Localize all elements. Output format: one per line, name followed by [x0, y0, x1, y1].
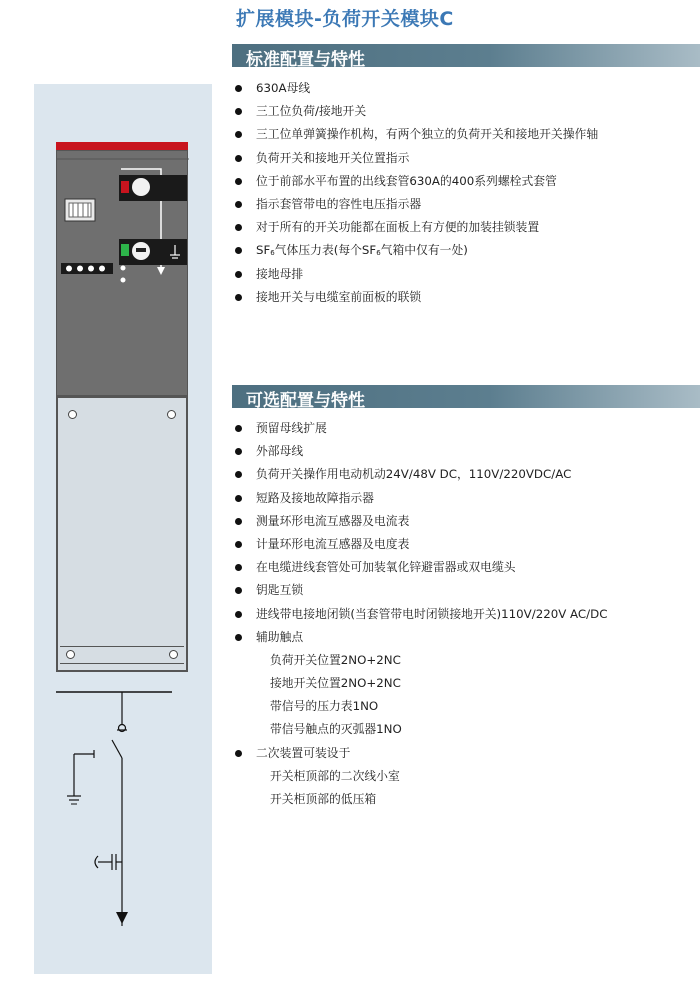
- single-line-diagram: [56, 686, 186, 952]
- feature-text: 钥匙互锁: [256, 583, 304, 598]
- standard-feature-item: [234, 193, 598, 216]
- optional-feature-item: [234, 742, 607, 765]
- cabinet-operating-panel: [56, 150, 188, 396]
- optional-sub-item: [234, 649, 607, 672]
- cabinet-top-red-strip: [56, 142, 188, 150]
- feature-text: 气箱中仅有一处): [380, 243, 468, 258]
- feature-text: 负荷开关操作用电动机动24V/48V DC，110V/220VDC/AC: [256, 467, 572, 482]
- standard-feature-item: [234, 100, 598, 123]
- mimic-arrow-icon: [157, 267, 165, 275]
- red-position-marker: [121, 181, 129, 193]
- optional-section-header: [232, 385, 700, 411]
- feature-text: 带信号触点的灭弧器1NO: [270, 722, 402, 737]
- feature-text: 预留母线扩展: [256, 421, 327, 435]
- feature-text: 位于前部水平布置的出线套管630A的400系列螺栓式套管: [256, 173, 557, 188]
- standard-feature-item: [234, 263, 598, 286]
- standard-feature-list: [234, 77, 598, 309]
- feature-text: 辅助触点: [256, 629, 304, 644]
- optional-feature-item: [234, 533, 607, 556]
- optional-feature-item: [234, 626, 607, 649]
- screw-icon: [68, 410, 77, 419]
- padlock-point-icon: [121, 266, 126, 271]
- screw-icon: [66, 650, 75, 659]
- cable-outlet-arrow-icon: [116, 912, 128, 924]
- feature-text: 进线带电接地闭锁(当套管带电时闭锁接地开关)110V/220V AC/DC: [256, 606, 608, 621]
- optional-sub-item: [234, 672, 607, 695]
- feature-text: 接地开关与电缆室前面板的联锁: [256, 289, 422, 304]
- screw-icon: [167, 410, 176, 419]
- feature-text: 开关柜顶部的低压箱: [270, 792, 377, 806]
- optional-feature-item: [234, 603, 607, 626]
- feature-text: 短路及接地故障指示器: [256, 490, 374, 505]
- optional-feature-item: [234, 463, 607, 486]
- load-switch-operating-shaft-icon: [132, 178, 150, 196]
- optional-sub-item: [234, 695, 607, 718]
- feature-text: 对于所有的开关功能都在面板上有方便的加装挂锁装置: [256, 220, 540, 235]
- feature-text: 630A母线: [256, 81, 311, 95]
- standard-feature-item: [234, 77, 598, 100]
- feature-text: 开关柜顶部的二次线小室: [270, 768, 400, 783]
- feature-text: SF: [256, 243, 271, 258]
- standard-section-header: [232, 44, 700, 70]
- voltage-lamp-icon: [77, 266, 83, 272]
- feature-text: 二次装置可装设于: [256, 745, 351, 760]
- optional-section-title: 可选配置与特性: [246, 391, 365, 411]
- standard-feature-item: [234, 239, 598, 262]
- feature-text: 接地开关位置2NO+2NC: [270, 676, 401, 691]
- optional-sub-item: [234, 765, 607, 788]
- switch-blade: [112, 740, 122, 758]
- feature-text: 三工位负荷/接地开关: [256, 104, 367, 119]
- padlock-point-icon: [121, 278, 126, 283]
- subscript-text: 6: [376, 249, 381, 258]
- standard-section-title: 标准配置与特性: [246, 50, 365, 70]
- cable-compartment-front-panel: [56, 396, 188, 672]
- feature-text: 测量环形电流互感器及电流表: [256, 513, 410, 528]
- optional-feature-item: [234, 417, 607, 440]
- switchgear-cabinet-illustration: [56, 142, 188, 672]
- optional-feature-item: [234, 510, 607, 533]
- bottom-frame-band: [60, 646, 184, 664]
- standard-feature-item: [234, 147, 598, 170]
- load-switch-indicator: [119, 175, 187, 201]
- earthing-switch-indicator: [119, 239, 187, 265]
- standard-feature-item: [234, 123, 598, 146]
- voltage-lamp-icon: [88, 266, 94, 272]
- feature-text: 外部母线: [256, 444, 304, 459]
- subscript-text: 6: [270, 249, 275, 258]
- page-title: 扩展模块-负荷开关模块C: [236, 8, 454, 30]
- optional-sub-item: [234, 718, 607, 741]
- optional-sub-item: [234, 788, 607, 811]
- optional-feature-item: [234, 440, 607, 463]
- green-position-marker: [121, 244, 129, 256]
- feature-text: 计量环形电流互感器及电度表: [256, 536, 410, 551]
- capacitive-indicator-icon: [95, 856, 98, 868]
- optional-feature-item: [234, 556, 607, 579]
- operating-panel-drawing: [57, 151, 189, 397]
- feature-text: 指示套管带电的容性电压指示器: [256, 196, 422, 211]
- voltage-lamp-icon: [66, 266, 72, 272]
- optional-feature-list: [234, 417, 607, 811]
- optional-feature-item: [234, 487, 607, 510]
- standard-feature-item: [234, 216, 598, 239]
- feature-text: 接地母排: [256, 266, 304, 281]
- optional-feature-item: [234, 579, 607, 602]
- feature-text: 带信号的压力表1NO: [270, 699, 379, 714]
- feature-text: 在电缆进线套管处可加装氧化锌避雷器或双电缆头: [256, 560, 516, 575]
- feature-text: 负荷开关和接地开关位置指示: [256, 150, 410, 165]
- standard-feature-item: [234, 286, 598, 309]
- voltage-lamp-icon: [99, 266, 105, 272]
- feature-text: 负荷开关位置2NO+2NC: [270, 652, 401, 667]
- standard-feature-item: [234, 170, 598, 193]
- feature-text: 三工位单弹簧操作机构，有两个独立的负荷开关和接地开关操作轴: [256, 127, 599, 142]
- feature-text: 气体压力表(每个SF: [274, 243, 377, 258]
- screw-icon: [169, 650, 178, 659]
